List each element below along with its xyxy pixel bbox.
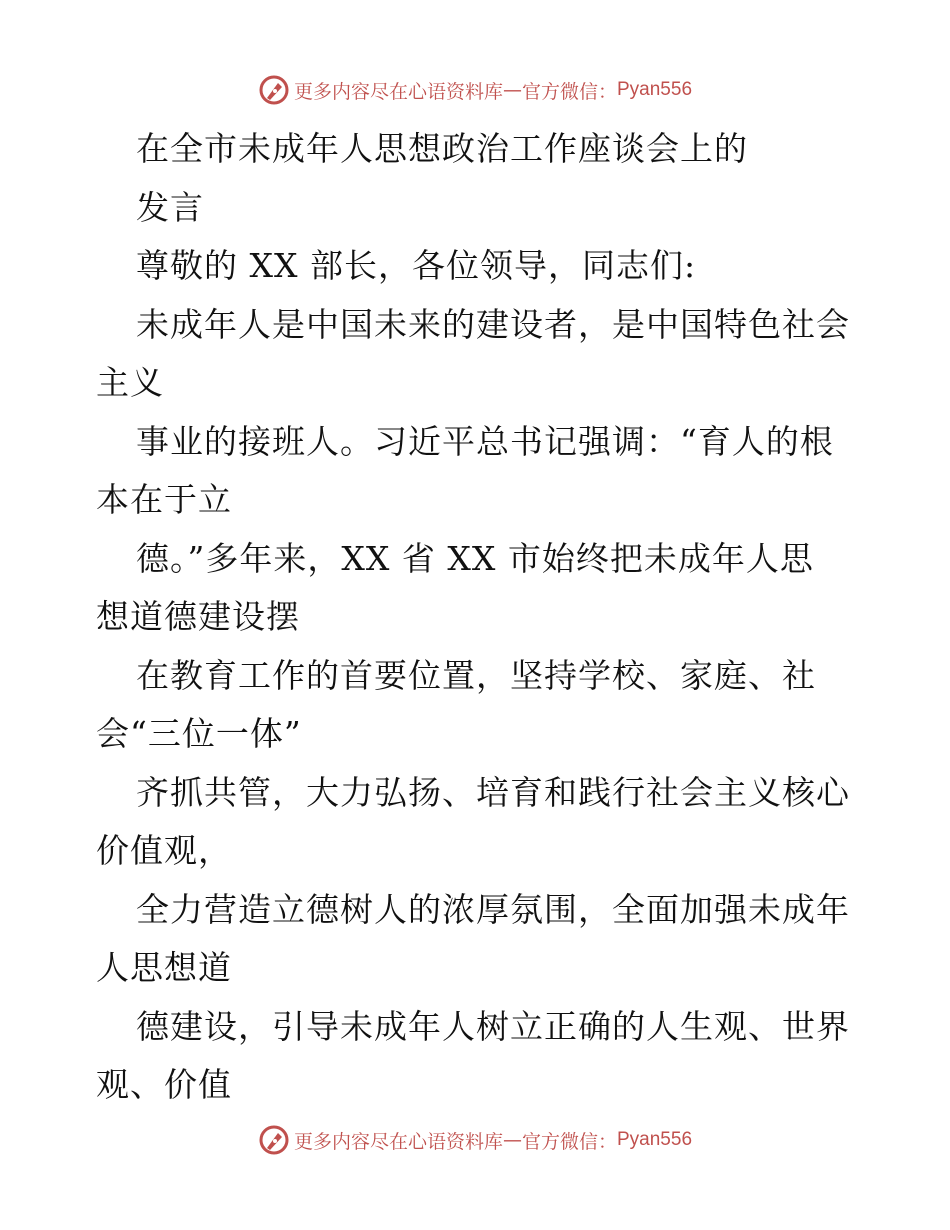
pen-nib-logo-icon <box>258 74 290 106</box>
text-line: 德建设，引导未成年人树立正确的人生观、世界 <box>136 1006 850 1046</box>
watermark-wechat-id: Pyan556 <box>617 79 693 100</box>
text-line: 全力营造立德树人的浓厚氛围，全面加强未成年 <box>136 889 850 929</box>
pen-nib-logo-icon <box>258 1124 290 1156</box>
text-line: 价值观， <box>96 831 232 870</box>
text-line: 本在于立 <box>96 480 232 519</box>
text-line: 人思想道 <box>96 948 232 987</box>
watermark-separator: — <box>502 79 522 101</box>
watermark-wechat-label: 官方微信： <box>521 80 617 103</box>
text-line: 未成年人是中国未来的建设者，是中国特色社会 <box>136 304 850 344</box>
watermark-site-name: 更多内容尽在心语资料库 <box>293 1130 503 1153</box>
watermark-separator: — <box>502 1129 522 1151</box>
text-line: 齐抓共管，大力弘扬、培育和践行社会主义核心 <box>136 772 850 812</box>
text-line: 会“三位一体” <box>96 714 302 753</box>
text-line: 德。”多年来，XX 省 XX 市始终把未成年人思 <box>136 538 814 578</box>
text-line: 主义 <box>96 363 164 402</box>
text-line: 观、价值 <box>96 1065 232 1104</box>
text-line: 发言 <box>136 187 204 227</box>
watermark-wechat-id: Pyan556 <box>617 1129 693 1150</box>
document-body <box>96 120 876 1115</box>
footer-watermark <box>0 1120 950 1160</box>
text-line: 想道德建设摆 <box>96 597 300 636</box>
text-line: 尊敬的 XX 部长，各位领导，同志们: <box>136 246 697 285</box>
watermark-wechat-label: 官方微信： <box>521 1130 617 1153</box>
header-watermark <box>0 70 950 110</box>
watermark-site-name: 更多内容尽在心语资料库 <box>293 80 503 103</box>
text-line: 在教育工作的首要位置，坚持学校、家庭、社 <box>136 655 816 695</box>
text-line: 在全市未成年人思想政治工作座谈会上的 <box>136 129 748 168</box>
text-line: 事业的接班人。习近平总书记强调：“育人的根 <box>136 421 834 461</box>
